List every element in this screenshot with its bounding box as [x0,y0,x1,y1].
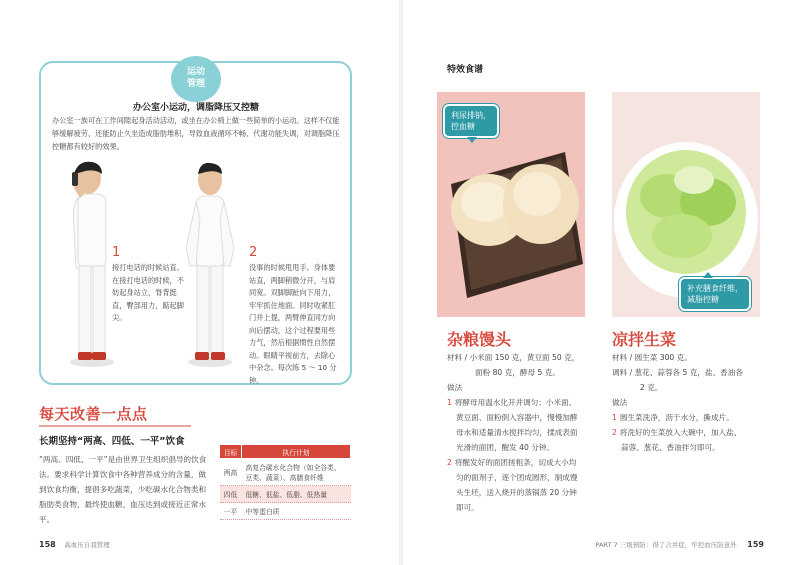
step-item [447,395,607,410]
step-item [447,455,607,470]
ingredient-line: 面粉 80 克，酵母 5 克。 [475,368,560,377]
ingredient-line: 调料 / 葱花、蒜蓉各 5 克，盐、香油各 [612,368,743,377]
section-title: 每天改善一点点 [39,405,148,423]
table-row [220,503,351,520]
table-cell-goal: 两高 [220,459,242,486]
table-header-plan: 执行计划 [242,445,351,459]
ingredient-line: 2 克。 [640,383,663,392]
book-title: 高血压自我管理 [64,541,110,549]
step-line: 圆生菜洗净，沥干水分，撕成片。 [619,413,734,422]
table-cell-goal: 一平 [220,503,242,520]
recipe-1-name: 杂粮馒头 [447,330,512,349]
tag-line-1: 运动 [186,67,205,77]
recipe-1-details [447,350,607,515]
step-line: 头生坯，送入烧开的蒸锅蒸 20 分钟 [456,488,577,497]
part-label: PART 7 三级预防：得了合并症，牢控血压防意外 [595,541,737,549]
callout-line: 减脂控糖 [687,295,719,304]
step-line: 母水和适量清水搅拌均匀，揉成表面 [456,428,578,437]
diet-subtitle: 长期坚持“两高、四低、一平”饮食 [39,436,185,447]
step-line: 将洗好的生菜放入大碗中，加入盐、 [619,428,742,437]
step-number: 2 [447,458,452,467]
diet-body: “两高、四低、一平”是由世界卫生组织倡导的饮食法。要求科学计算饮食中各种营养成分的含量，做到饮食均衡，提倡多吃蔬菜，少吃碳水化合物类和脂肪类食物，最终使血糖、血压达到或接近正常水平。 [39,455,207,524]
recipe-2-callout [679,277,751,311]
page-gutter [399,0,403,565]
table-cell-goal: 四低 [220,486,242,503]
callout-line: 补充膳食纤维， [687,284,743,293]
table-row [220,459,351,486]
exercise-tag [171,56,221,102]
step-1-number: 1 [112,245,121,260]
right-folio [596,540,764,549]
callout-line: 利尿排钠， [451,111,491,120]
left-folio [39,540,110,549]
table-cell-plan: 高复合碳水化合物（如全谷类、豆类、蔬菜）、高膳食纤维 [242,459,351,486]
step-line: 将醒发好的面团搓粗条，切成大小均 [454,458,577,467]
step-line: 黄豆面、面粉倒入容器中，慢慢加酵 [456,413,578,422]
step-number: 1 [612,413,617,422]
table-cell-plan: 低糖、低盐、低脂、低热量 [242,486,351,503]
tag-line-2: 管理 [186,79,205,89]
section-underline [39,425,191,427]
recipe-2-details [612,350,772,455]
step-line: 即可。 [456,503,479,512]
table-row [220,486,351,503]
method-label: 做法 [447,383,463,392]
step-item [612,410,772,425]
step-number: 2 [612,428,617,437]
step-line: 将酵母用温水化开并调匀；小米面、 [454,398,577,407]
step-2-number: 2 [249,245,258,260]
step-item [612,425,772,440]
ingredient-line: 材料 / 圆生菜 300 克。 [612,353,692,362]
step-2-text: 没事的时候甩甩手。身体要站直，两脚稍微分开，与肩同宽。双脚脚趾向下用力，牢牢抓住地面。同时收紧肛门并上提，两臂伸直同方向向后摆动，这个过程要用些力气，然后根据惯性自然摆动。眼睛平视前方，去除心中杂念。每次练 5 ～ 10 分钟。 [249,263,337,385]
arm-swing-figure [180,158,240,370]
recipe-1-callout [443,104,499,138]
recipe-2-name: 凉拌生菜 [612,330,677,349]
step-number: 1 [447,398,452,407]
step-line: 蒜蓉、葱花、香油拌匀即可。 [621,443,720,452]
step-line: 光滑的面团，醒发 40 分钟。 [456,443,555,452]
step-line: 匀的面剂子，逐个团成圆形，制成馒 [456,473,578,482]
exercise-intro: 办公室一族可在工作间隙起身活动活动，或坐在办公椅上做一些简单的小运动。这样不仅能够缓解疲劳，还能防止久坐造成脂肪堆积，导致血液循环不畅、代谢功能失调，对调脂降压控糖都有较好的效果。 [52,116,340,151]
plan-table [219,444,351,520]
callout-line: 控血糖 [451,122,475,131]
left-page-number: 158 [39,540,56,549]
right-page-number: 159 [747,540,764,549]
table-cell-plan: 中等蛋白质 [242,503,351,520]
recipes-heading: 特效食谱 [447,65,484,75]
method-label: 做法 [612,398,628,407]
step-1-text: 接打电话的时候站直。在接打电话的时候，不妨起身站立，脊背挺直，臀部用力，踮起脚尖。 [112,263,184,322]
exercise-title: 办公室小运动，调脂降压又控糖 [132,103,259,113]
ingredient-line: 材料 / 小米面 150 克，黄豆面 50 克， [447,353,580,362]
table-header-goal: 目标 [220,445,242,459]
